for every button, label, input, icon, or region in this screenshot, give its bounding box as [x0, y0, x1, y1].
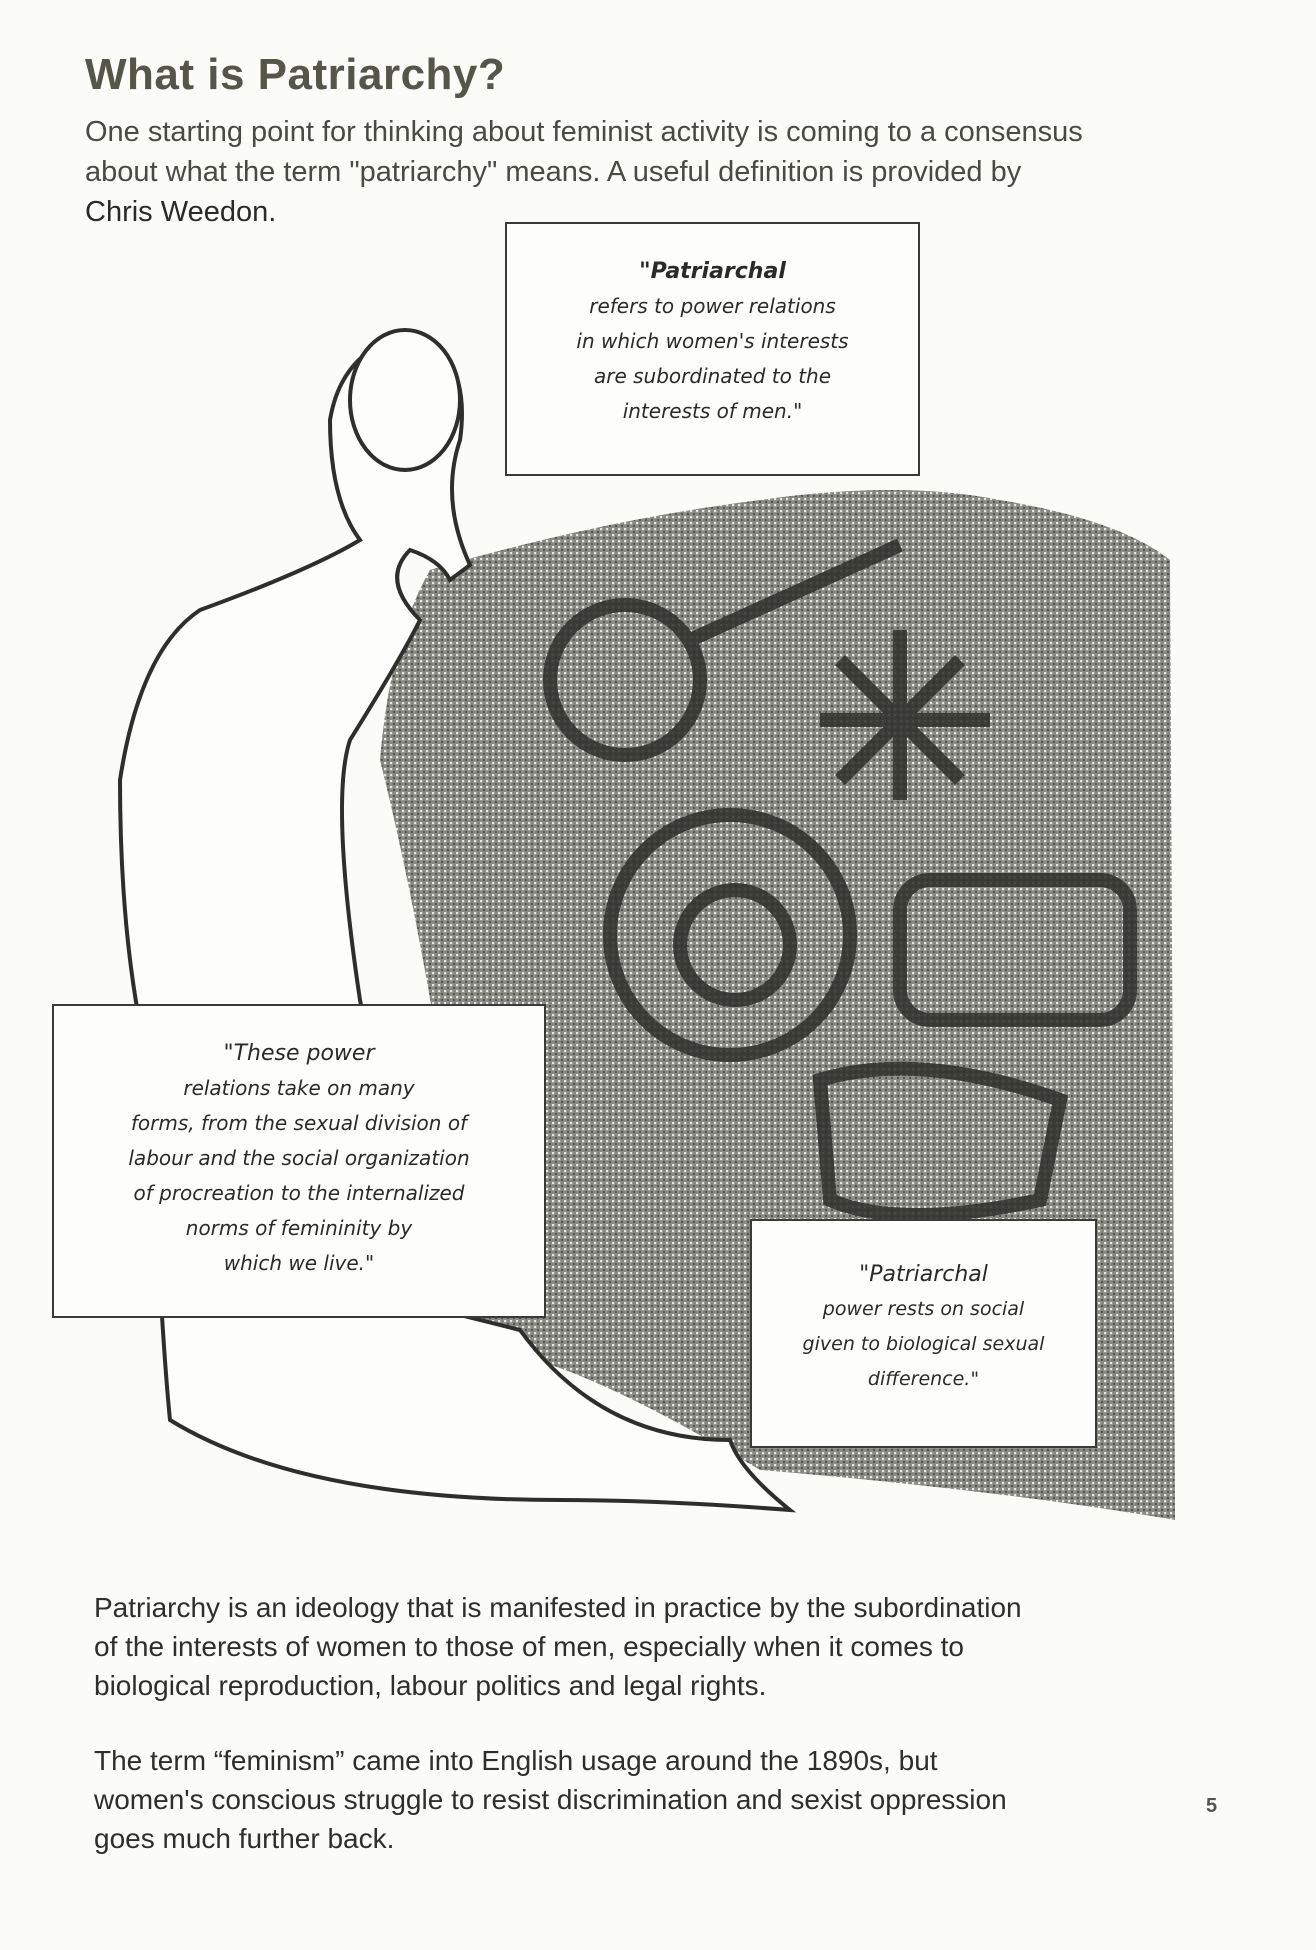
quote-line: in which women's interests [576, 329, 849, 353]
body-paragraph-feminism [94, 1741, 1154, 1858]
quote-line: labour and the social organization [128, 1146, 470, 1170]
intro-line: One starting point for thinking about feminist activity is coming to a consensus [85, 116, 1083, 148]
body-line: of the interests of women to those of men, especially when it comes to [94, 1631, 964, 1662]
quote-line: refers to power relations [589, 294, 836, 318]
quote-line: norms of femininity by [185, 1216, 413, 1240]
quote-line: which we live." [223, 1251, 375, 1275]
quote-lead: "Patriarchal [859, 1262, 988, 1287]
body-line: women's conscious struggle to resist discrimination and sexist oppression [94, 1784, 1007, 1815]
quote-box-power-relations [52, 1004, 546, 1318]
quote-lead: "Patriarchal [639, 259, 786, 284]
quote-line: relations take on many [183, 1076, 415, 1100]
intro-line: about what the term "patriarchy" means. A useful definition is provided by [85, 156, 1022, 188]
quote-line: are subordinated to the [593, 364, 832, 388]
page-number: 5 [1206, 1795, 1218, 1817]
quote-line: interests of men." [622, 399, 803, 423]
page-title: What is Patriarchy? [85, 50, 506, 99]
quote-lead: "These power [223, 1041, 375, 1066]
body-line: The term “feminism” came into English usage around the 1890s, but [94, 1745, 938, 1776]
quote-line: power rests on social [822, 1298, 1025, 1320]
quote-line: difference." [867, 1368, 980, 1390]
quote-line: given to biological sexual [802, 1333, 1045, 1355]
body-line: Patriarchy is an ideology that is manifested in practice by the subordination [94, 1592, 1022, 1623]
quote-line: forms, from the sexual division of [130, 1111, 468, 1135]
body-line: goes much further back. [94, 1823, 395, 1854]
intro-line: Chris Weedon. [85, 196, 277, 228]
quote-box-patriarchal-power [750, 1219, 1097, 1448]
quote-line: of procreation to the internalized [133, 1181, 465, 1205]
quote-box-definition [505, 222, 920, 476]
body-line: biological reproduction, labour politics and legal rights. [94, 1670, 767, 1701]
body-paragraph-ideology [94, 1588, 1154, 1705]
